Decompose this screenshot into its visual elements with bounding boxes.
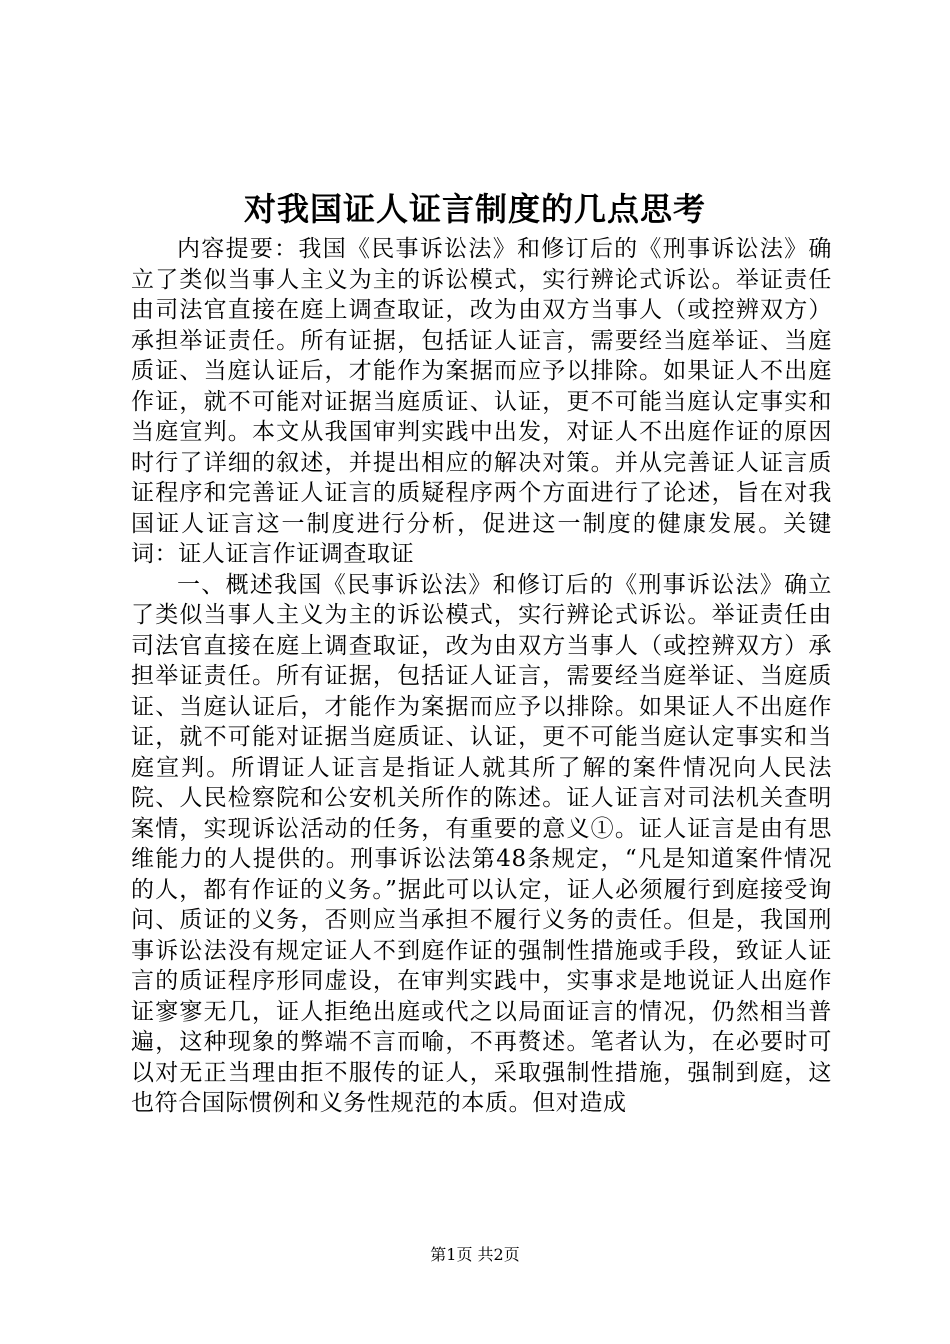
document-body xyxy=(131,234,832,1119)
page-footer: 第1页 共2页 xyxy=(430,1245,520,1264)
section-one-paragraph: 一、概述我国《民事诉讼法》和修订后的《刑事诉讼法》确立了类似当事人主义为主的诉讼模式，实行辨论式诉讼。举证责任由司法官直接在庭上调查取证，改为由双方当事人（或控辨双方）承担举证责任。所有证据，包括证人证言，需要经当庭举证、当庭质证、当庭认证后，才能作为案据而应予以排除。如果证人不出庭作证，就不可能对证据当庭质证、认证，更不可能当庭认定事实和当庭宣判。所谓证人证言是指证人就其所了解的案件情况向人民法院、人民检察院和公安机关所作的陈述。证人证言对司法机关查明案情，实现诉讼活动的任务，有重要的意义①。证人证言是由有思维能力的人提供的。刑事诉讼法第48条规定，“凡是知道案件情况的人，都有作证的义务。”据此可以认定，证人必须履行到庭接受询问、质证的义务，否则应当承担不履行义务的责任。但是，我国刑事诉讼法没有规定证人不到庭作证的强制性措施或手段，致证人证言的质证程序形同虚设，在审判实践中，实事求是地说证人出庭作证寥寥无几，证人拒绝出庭或代之以局面证言的情况，仍然相当普遍，这种现象的弊端不言而喻，不再赘述。笔者认为，在必要时可以对无正当理由拒不服传的证人，采取强制性措施，强制到庭，这也符合国际惯例和义务性规范的本质。但对造成 xyxy=(131,571,832,1116)
page-title: 对我国证人证言制度的几点思考 xyxy=(243,190,706,228)
abstract-paragraph: 内容提要：我国《民事诉讼法》和修订后的《刑事诉讼法》确立了类似当事人主义为主的诉讼模式，实行辨论式诉讼。举证责任由司法官直接在庭上调查取证，改为由双方当事人（或控辨双方）承担举证责任。所有证据，包括证人证言，需要经当庭举证、当庭质证、当庭认证后，才能作为案据而应予以排除。如果证人不出庭作证，就不可能对证据当庭质证、认证，更不可能当庭认定事实和当庭宣判。本文从我国审判实践中出发，对证人不出庭作证的原因时行了详细的叙述，并提出相应的解决对策。并从完善证人证言质证程序和完善证人证言的质疑程序两个方面进行了论述，旨在对我国证人证言这一制度进行分析，促进这一制度的健康发展。关键词：证人证言作证调查取证 xyxy=(131,236,832,567)
